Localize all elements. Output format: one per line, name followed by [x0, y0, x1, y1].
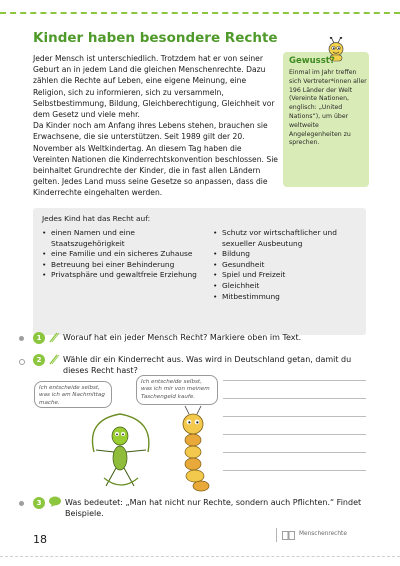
intro-text	[33, 53, 278, 199]
task-1-dot	[19, 336, 24, 341]
rights-item: • Mitbestimmung	[213, 292, 363, 303]
task-2-text: Wähle dir ein Kinderrecht aus. Was wird in Deutschland getan, damit du dieses Recht hast?	[63, 355, 352, 375]
rights-item: • Gleichheit	[213, 281, 363, 292]
gewusst-text: Einmal im Jahr treffen sich Vertreter*innen aller 196 Länder der Welt (Vereinte Nationen, englisch: „United Nations“), um über weltweite Angelegenheiten zu sprechen.	[289, 69, 367, 147]
rights-list-left	[42, 228, 197, 281]
rights-item: • eine Familie und ein sicheres Zuhause	[42, 249, 197, 260]
task-2-badge: 2	[33, 354, 45, 366]
answer-line[interactable]	[223, 452, 366, 453]
task-3-dot	[19, 501, 24, 506]
grasshopper-jumprope-illustration	[82, 408, 160, 492]
intro-paragraph-2: Da Kinder noch am Anfang ihres Lebens stehen, brauchen sie Erwachsene, die sie unterstützen. Seit 1989 gilt der 20. November als Weltkindertag. An diesem Tag haben die Vereinten Nationen die Kinderrechtskonvention beschlossen. Sie beinhaltet Grundrechte der Kinder, die in fast allen Ländern gelten. Jedes Land muss seine Gesetze so anpassen, dass die Kinderrechte eingehalten werden.	[33, 121, 278, 198]
gewusst-title: Gewusst?	[289, 56, 335, 66]
caterpillar-illustration	[168, 404, 218, 494]
book-icon	[282, 531, 295, 540]
answer-line[interactable]	[223, 380, 366, 381]
task-1-text: Worauf hat ein jeder Mensch Recht? Markiere oben im Text.	[63, 333, 302, 342]
task-2-dot	[19, 359, 25, 365]
pencil-icon	[48, 353, 60, 365]
top-dashed-rule	[0, 12, 400, 14]
rights-list-right	[213, 228, 363, 302]
answer-line[interactable]	[223, 416, 366, 417]
footer-separator	[276, 528, 277, 542]
answer-line[interactable]	[223, 398, 366, 399]
page-title: Kinder haben besondere Rechte	[33, 30, 278, 46]
task-1-badge: 1	[33, 332, 45, 344]
pencil-icon	[48, 331, 60, 343]
rights-item: • Privatsphäre und gewaltfreie Erziehung	[42, 270, 197, 281]
rights-item: • einen Namen und eine Staatszugehörigkeit	[42, 228, 197, 249]
task-3-badge: 3	[33, 497, 45, 509]
rights-item: • Betreuung bei einer Behinderung	[42, 260, 197, 271]
answer-line[interactable]	[223, 434, 366, 435]
speech-bubble-right: Ich entscheide selbst, was ich mir von meinem Taschengeld kaufe.	[136, 375, 218, 405]
rights-item: • Schutz vor wirtschaftlicher und sexueller Ausbeutung	[213, 228, 363, 249]
speech-icon	[48, 496, 62, 508]
rights-item: • Bildung	[213, 249, 363, 260]
rights-item: • Gesundheit	[213, 260, 363, 271]
task-3-text: Was bedeutet: „Man hat nicht nur Rechte, sondern auch Pflichten.“ Findet Beispiele.	[65, 498, 362, 518]
rights-item: • Spiel und Freizeit	[213, 270, 363, 281]
rights-heading: Jedes Kind hat das Recht auf:	[42, 214, 151, 223]
intro-paragraph-1: Jeder Mensch ist unterschiedlich. Trotzdem hat er von seiner Geburt an in jedem Land die gleichen Menschenrechte. Dazu zählen die Rechte auf Leben, eine eigene Meinung, eine Religion, sich zu informieren, sich zu versammeln, Selbstbestimmung, Bildung, Gleichberechtigung, Gleichheit vor dem Gesetz und viele mehr.	[33, 54, 275, 120]
answer-line[interactable]	[223, 470, 366, 471]
footer-section-label: Menschenrechte	[299, 531, 347, 537]
speech-bubble-left: Ich entscheide selbst, was ich am Nachmittag mache.	[34, 381, 112, 408]
page-number: 18	[33, 533, 47, 546]
bottom-dashed-rule	[0, 556, 400, 557]
